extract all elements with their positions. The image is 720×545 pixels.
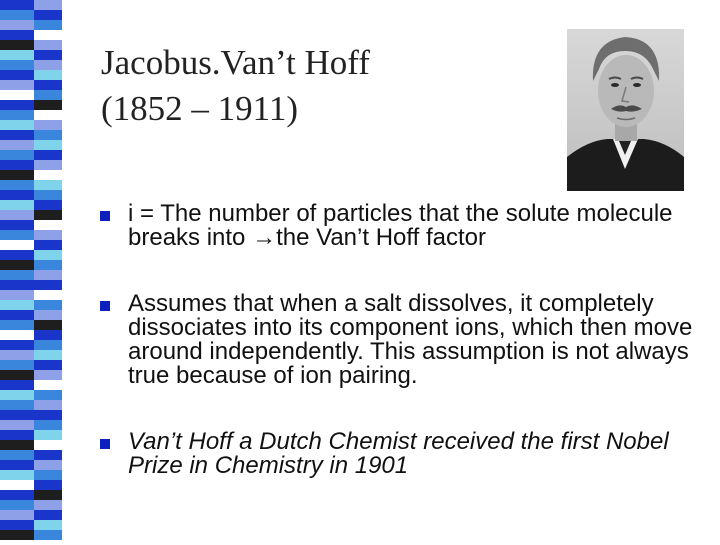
stripe-square [0, 200, 34, 210]
stripe-square [0, 310, 34, 320]
stripe-square [34, 90, 62, 100]
bullet-text: i = The number of particles that the solute molecule breaks into →the Van’t Hoff factor [128, 200, 673, 251]
stripe-square [34, 110, 62, 120]
stripe-square [0, 270, 34, 280]
stripe-square [0, 460, 34, 470]
stripe-square [34, 500, 62, 510]
stripe-square [34, 340, 62, 350]
stripe-square [34, 420, 62, 430]
stripe-square [34, 40, 62, 50]
stripe-square [0, 330, 34, 340]
stripe-square [0, 320, 34, 330]
stripe-square [34, 520, 62, 530]
stripe-square [0, 220, 34, 230]
bullet-marker-icon [100, 211, 110, 221]
decorative-stripe [0, 0, 68, 540]
stripe-square [34, 10, 62, 20]
stripe-square [34, 150, 62, 160]
stripe-square [34, 510, 62, 520]
stripe-square [0, 520, 34, 530]
stripe-square [0, 500, 34, 510]
stripe-square [34, 230, 62, 240]
stripe-square [0, 80, 34, 90]
stripe-square [34, 360, 62, 370]
stripe-square [34, 280, 62, 290]
stripe-square [0, 390, 34, 400]
stripe-square [0, 280, 34, 290]
stripe-square [34, 190, 62, 200]
stripe-square [0, 160, 34, 170]
bullet-text: Van’t Hoff a Dutch Chemist received the first Nobel Prize in Chemistry in 1901 [128, 428, 669, 479]
stripe-square [0, 530, 34, 540]
stripe-square [34, 430, 62, 440]
stripe-square [0, 350, 34, 360]
stripe-square [34, 260, 62, 270]
stripe-square [34, 470, 62, 480]
stripe-square [0, 370, 34, 380]
stripe-square [0, 120, 34, 130]
stripe-square [34, 350, 62, 360]
stripe-square [34, 240, 62, 250]
stripe-square [0, 180, 34, 190]
stripe-squares [0, 0, 68, 540]
list-item [100, 202, 705, 250]
stripe-square [0, 290, 34, 300]
stripe-square [0, 470, 34, 480]
stripe-square [34, 300, 62, 310]
stripe-square [0, 430, 34, 440]
list-item [100, 292, 705, 388]
stripe-square [34, 440, 62, 450]
stripe-square [0, 420, 34, 430]
stripe-square [34, 180, 62, 190]
portrait-photo [567, 29, 684, 191]
stripe-square [0, 210, 34, 220]
bullet-list [100, 196, 705, 478]
list-item [100, 430, 705, 478]
stripe-square [0, 190, 34, 200]
stripe-square [34, 60, 62, 70]
stripe-square [0, 440, 34, 450]
stripe-square [0, 410, 34, 420]
stripe-square [0, 360, 34, 370]
stripe-square [0, 240, 34, 250]
stripe-square [0, 260, 34, 270]
stripe-square [34, 100, 62, 110]
stripe-square [0, 100, 34, 110]
stripe-square [34, 530, 62, 540]
stripe-square [34, 140, 62, 150]
stripe-square [0, 300, 34, 310]
stripe-square [0, 130, 34, 140]
stripe-square [0, 40, 34, 50]
stripe-square [0, 20, 34, 30]
stripe-square [34, 220, 62, 230]
stripe-square [34, 210, 62, 220]
stripe-square [34, 30, 62, 40]
stripe-square [34, 290, 62, 300]
stripe-square [34, 480, 62, 490]
stripe-square [34, 380, 62, 390]
stripe-square [34, 490, 62, 500]
slide-title [101, 40, 541, 132]
stripe-square [0, 380, 34, 390]
stripe-square [0, 400, 34, 410]
stripe-square [34, 200, 62, 210]
stripe-square [34, 390, 62, 400]
stripe-square [34, 80, 62, 90]
stripe-square [0, 170, 34, 180]
stripe-square [34, 370, 62, 380]
bullet-text: Assumes that when a salt dissolves, it completely dissociates into its component ions, which then move around independently. This assumption is not always true because of ion pairing. [128, 290, 693, 389]
stripe-square [34, 170, 62, 180]
stripe-square [34, 400, 62, 410]
title-line-years: (1852 – 1911) [101, 89, 299, 128]
stripe-square [34, 120, 62, 130]
stripe-square [0, 30, 34, 40]
stripe-square [0, 450, 34, 460]
stripe-square [34, 70, 62, 80]
stripe-square [34, 250, 62, 260]
stripe-square [34, 410, 62, 420]
stripe-square [0, 70, 34, 80]
stripe-square [34, 320, 62, 330]
stripe-square [0, 50, 34, 60]
stripe-square [34, 310, 62, 320]
title-line-name: Jacobus.Van’t Hoff [101, 43, 370, 82]
stripe-square [34, 270, 62, 280]
stripe-square [34, 160, 62, 170]
stripe-square [0, 510, 34, 520]
stripe-square [0, 150, 34, 160]
stripe-square [0, 0, 34, 10]
stripe-square [0, 60, 34, 70]
stripe-square [0, 110, 34, 120]
stripe-square [0, 140, 34, 150]
stripe-square [0, 230, 34, 240]
stripe-square [34, 460, 62, 470]
stripe-square [0, 90, 34, 100]
stripe-square [34, 20, 62, 30]
stripe-square [34, 130, 62, 140]
stripe-square [0, 10, 34, 20]
stripe-square [0, 490, 34, 500]
stripe-square [0, 250, 34, 260]
stripe-square [34, 50, 62, 60]
stripe-square [34, 330, 62, 340]
bullet-marker-icon [100, 301, 110, 311]
stripe-square [0, 340, 34, 350]
stripe-square [34, 450, 62, 460]
stripe-square [0, 480, 34, 490]
stripe-square [34, 0, 62, 10]
bullet-marker-icon [100, 439, 110, 449]
